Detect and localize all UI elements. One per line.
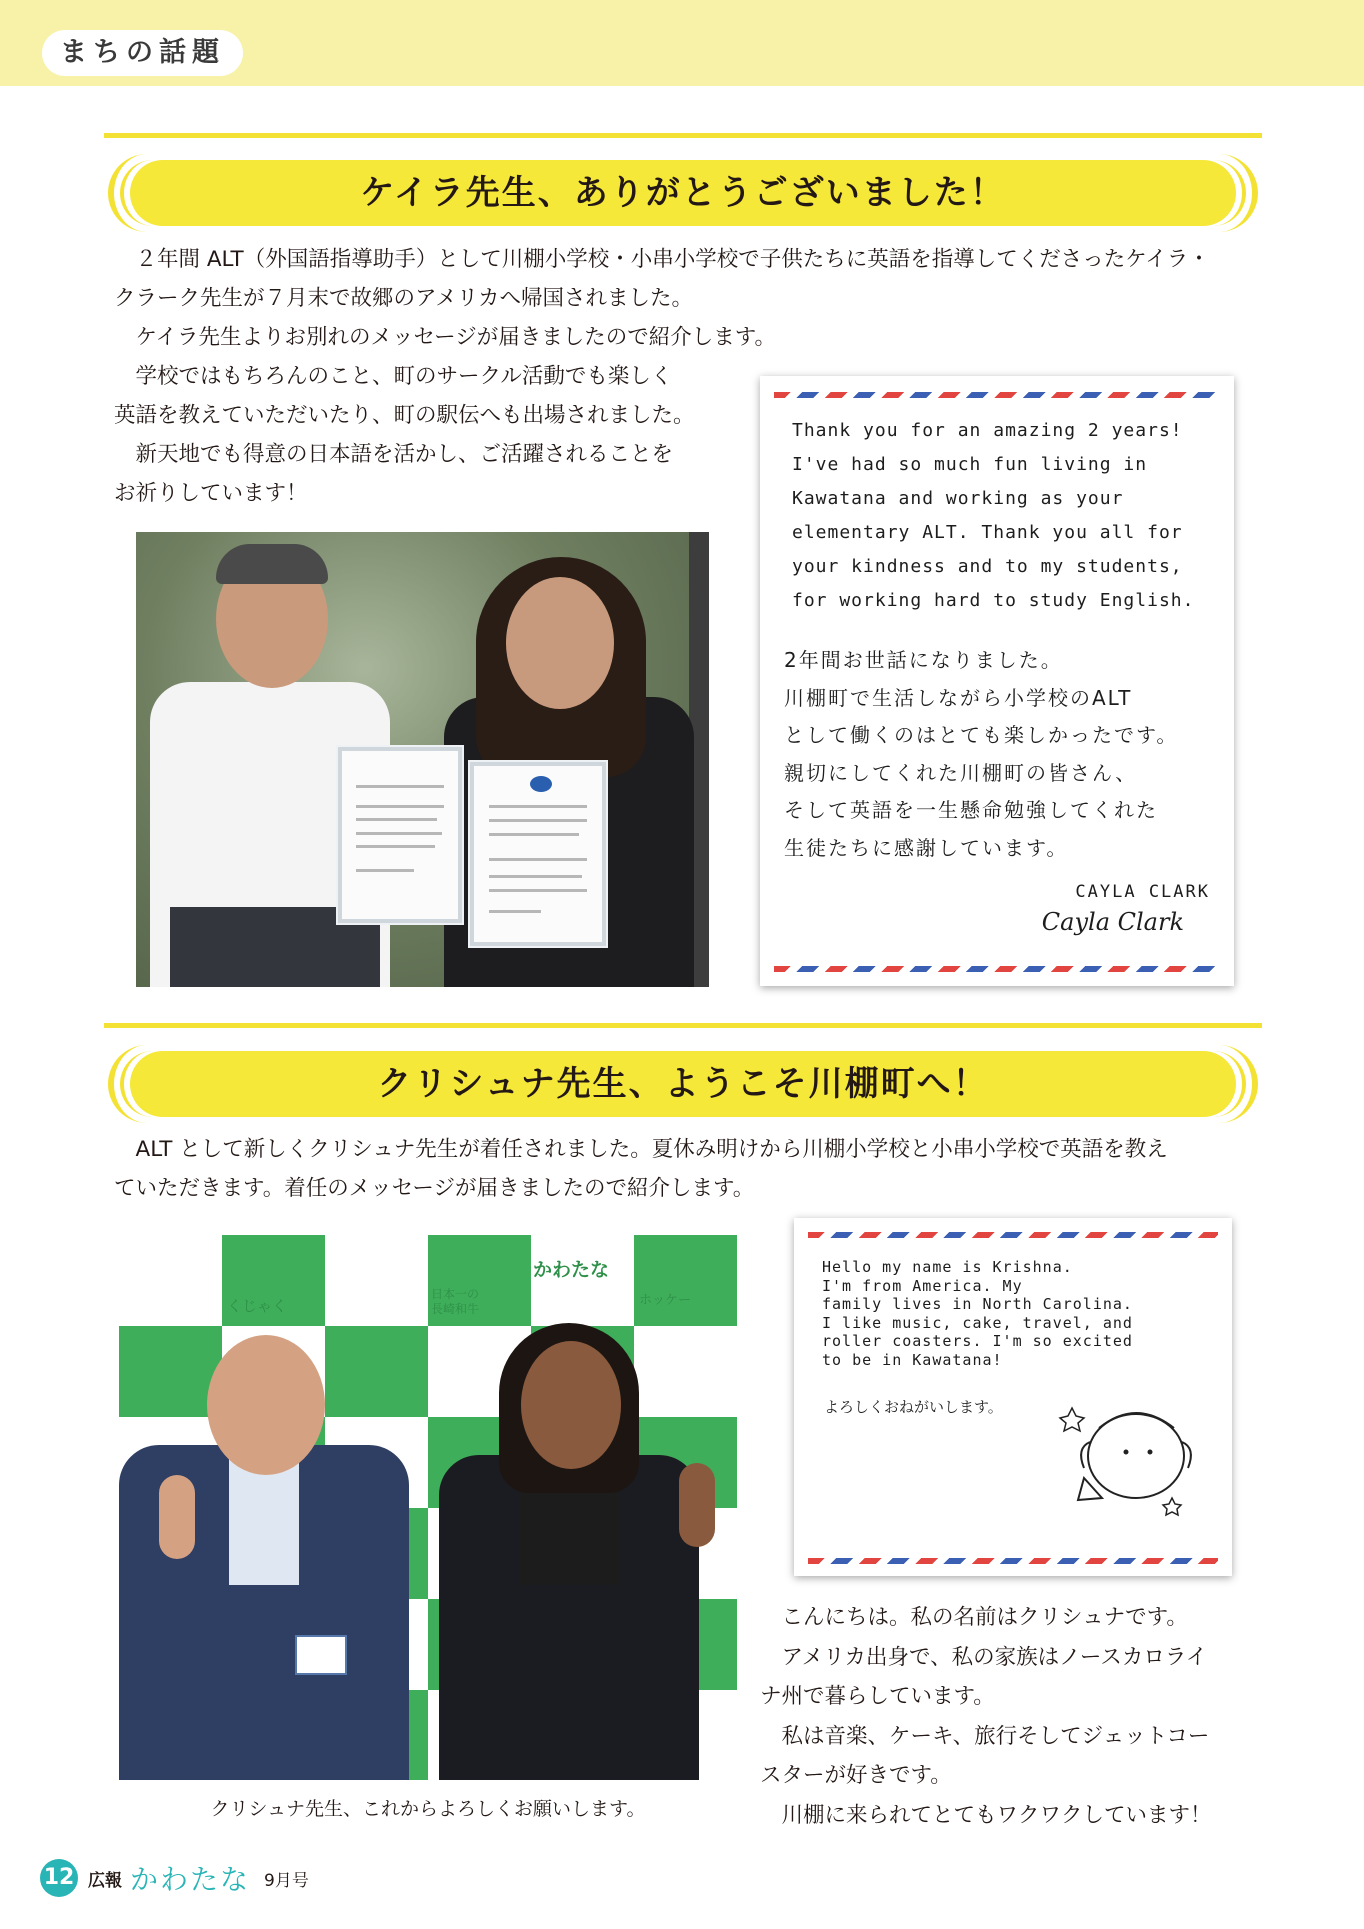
- krishna-welcome-photo: [119, 1235, 737, 1780]
- article2-title-banner: [108, 1045, 1258, 1123]
- krishna-intro: こんにちは。私の名前はクリシュナです。 アメリカ出身で、私の家族はノースカロライ ナ州で暮らしています。 私は音楽、ケーキ、旅行そしてジェットコー スターが好きです。 川棚に来られてとてもワクワクしています！: [760, 1605, 1212, 1828]
- cayla-name: CAYLA CLARK: [1075, 882, 1210, 902]
- name-badge: [295, 1635, 347, 1675]
- krishna-letter: [794, 1218, 1232, 1576]
- article1-title-banner: [108, 154, 1258, 232]
- certificate-right: [470, 762, 606, 946]
- cayla-letter: [760, 376, 1234, 986]
- article2-paragraph: ALT として新しくクリシュナ先生が着任されました。夏休み明けから川棚小学校と小串小学校で英語を教え ていただきます。着任のメッセージが届きましたので紹介します。: [114, 1137, 1168, 1201]
- article2-title: クリシュナ先生、ようこそ川棚町へ！: [130, 1051, 1236, 1117]
- backdrop-town-hira: かわたな: [533, 1259, 610, 1281]
- backdrop-hockey: ホッケー: [639, 1293, 692, 1308]
- peace-sign-hand: [159, 1475, 195, 1559]
- krishna-letter-english: Hello my name is Krishna. I'm from America. My family lives in North Carolina. I like music, cake, travel, and roller coasters. I'm so excited to be in Kawatana!: [822, 1258, 1133, 1369]
- certificate-left: [338, 747, 462, 923]
- backdrop-town-name: 川棚町 長崎県: [431, 1347, 494, 1399]
- article1-rule: [104, 133, 1262, 138]
- cayla-letter-japanese: 2年間お世話になりました。 川棚町で生活しながら小学校のALT として働くのはとても楽しかったです。 親切にしてくれた川棚町の皆さん、 そして英語を一生懸命勉強してくれた 生徒たちに感謝しています。: [784, 648, 1179, 860]
- section-tag: まちの話題: [42, 30, 243, 76]
- pompompurin-doodle-icon: [1054, 1368, 1204, 1518]
- krishna-photo-caption: クリシュナ先生、これからよろしくお願いします。: [210, 1798, 646, 1820]
- magazine-title: かわたな: [130, 1863, 251, 1896]
- page-footer: [40, 1858, 309, 1898]
- footer-kouhou: 広報: [88, 1870, 122, 1891]
- cayla-farewell-photo: [136, 532, 709, 987]
- krishna-letter-japanese: よろしくおねがいします。: [824, 1398, 1003, 1416]
- page-number: 12: [40, 1859, 78, 1897]
- article1-title: ケイラ先生、ありがとうございました！: [130, 160, 1236, 226]
- backdrop-peacock: くじゃく: [227, 1297, 288, 1315]
- article1-paragraph: ２年間 ALT（外国語指導助手）として川棚小学校・小串小学校で子供たちに英語を指導してくださったケイラ・ クラーク先生が７月末で故郷のアメリカへ帰国されました。 ケイラ先生よりお別れのメッセージが届きましたので紹介します。: [114, 247, 1210, 350]
- article2-rule: [104, 1023, 1262, 1028]
- article1-paragraph-side: 学校ではもちろんのこと、町のサークル活動でも楽しく 英語を教えていただいたり、町の駅伝へも出場されました。 新天地でも得意の日本語を活かし、ご活躍されることを お祈りしています！: [114, 364, 695, 506]
- issue-label: 9月号: [264, 1870, 309, 1891]
- cayla-signature: Cayla Clark: [1041, 908, 1184, 936]
- backdrop-cattle: 日本一の 長崎和牛: [431, 1287, 480, 1316]
- backdrop-slogan: 然を愛し 輝くまち: [123, 1257, 200, 1305]
- cayla-letter-english: Thank you for an amazing 2 years! I've had so much fun living in Kawatana and working as your elementary ALT. Thank you all for your kindness and to my students, for working hard to study English.: [792, 420, 1195, 611]
